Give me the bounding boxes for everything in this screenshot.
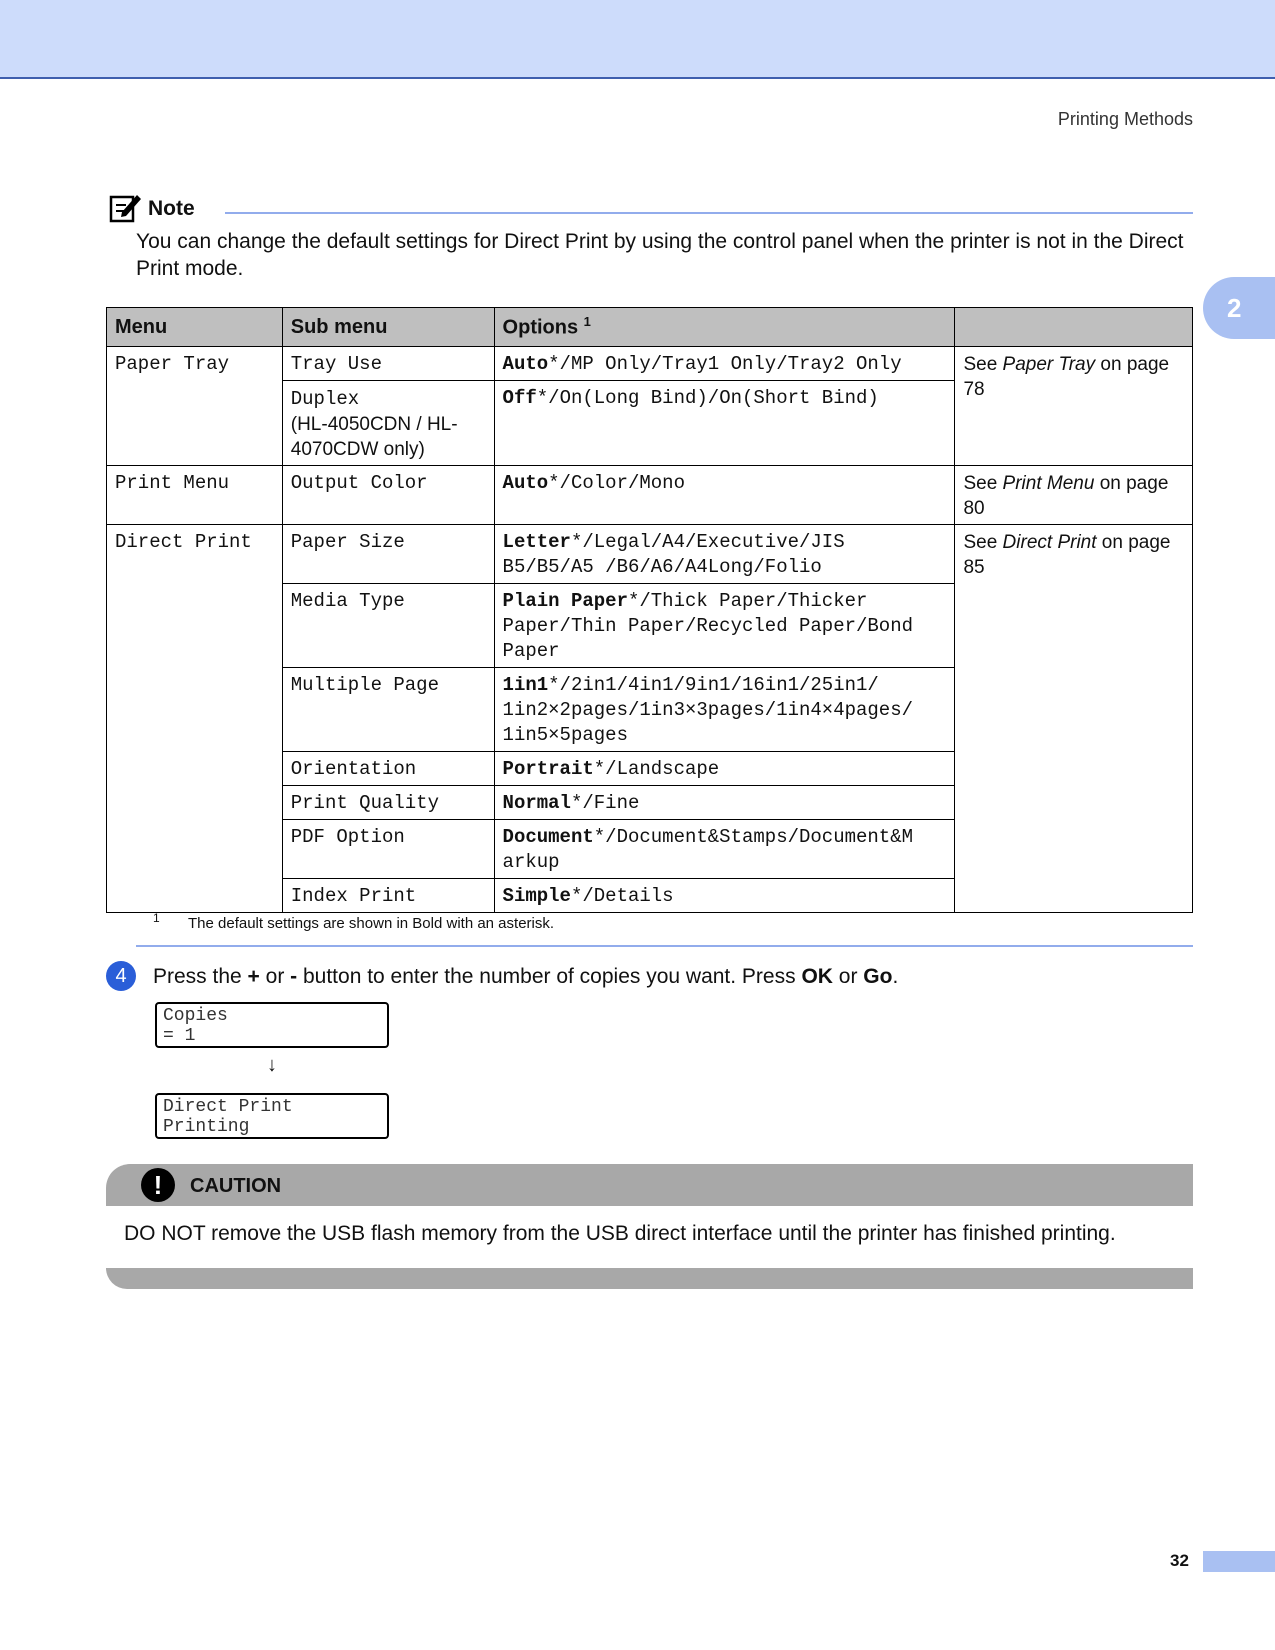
header-options: Options $^1$ — [494, 308, 955, 347]
exclamation-icon: ! — [141, 1168, 175, 1202]
table-row — [107, 347, 1193, 381]
options-cell: Simple*/Details — [494, 879, 955, 913]
reference-cell: See Direct Print on page 85 — [955, 525, 1193, 913]
submenu-cell: PDF Option — [282, 820, 494, 879]
menu-cell: Print Menu — [107, 466, 283, 525]
lcd-display-copies — [155, 1002, 389, 1048]
step-instruction: Press the + or - button to enter the number of copies you want. Press OK or Go. — [153, 965, 899, 988]
section-title: Printing Methods — [1057, 109, 1193, 129]
menu-cell: Paper Tray — [107, 347, 283, 466]
lcd-display-printing — [155, 1093, 389, 1139]
note-title: Note — [148, 197, 195, 220]
lcd-line: Printing — [163, 1117, 250, 1137]
top-banner — [0, 0, 1275, 79]
options-cell: Auto*/Color/Mono — [494, 466, 955, 525]
submenu-cell: Multiple Page — [282, 668, 494, 752]
note-text: You can change the default settings for Direct Print by using the control panel when the printer is not in the Direct Print mode. — [136, 230, 1184, 280]
table-header-row — [107, 308, 1193, 347]
chapter-tab: 2 — [1203, 277, 1275, 339]
submenu-cell: Orientation — [282, 752, 494, 786]
footnote-text: The default settings are shown in Bold with an asterisk. — [188, 915, 555, 932]
options-cell: Plain Paper*/Thick Paper/Thicker Paper/Thin Paper/Recycled Paper/Bond Paper — [494, 584, 955, 668]
header-footnote-marker: 1 — [583, 314, 591, 330]
header-reference — [955, 308, 1193, 347]
lcd-line: = 1 — [163, 1026, 196, 1046]
page-number-bar — [1203, 1551, 1275, 1572]
options-cell: Document*/Document&Stamps/Document&M arkup — [494, 820, 955, 879]
note-pencil-icon — [108, 190, 142, 224]
options-cell: 1in1*/2in1/4in1/9in1/16in1/25in1/ 1in2×2pages/1in3×3pages/1in4×4pages/ 1in5×5pages — [494, 668, 955, 752]
header-submenu: Sub menu — [282, 308, 494, 347]
submenu-cell: Duplex (HL-4050CDN / HL-4070CDW only) — [282, 381, 494, 466]
table-row — [107, 466, 1193, 525]
table-row — [107, 525, 1193, 584]
submenu-cell: Tray Use — [282, 347, 494, 381]
submenu-cell: Index Print — [282, 879, 494, 913]
options-cell: Normal*/Fine — [494, 786, 955, 820]
submenu-cell: Paper Size — [282, 525, 494, 584]
options-cell: Portrait*/Landscape — [494, 752, 955, 786]
caution-banner — [106, 1164, 1193, 1206]
note-divider — [225, 212, 1193, 214]
submenu-cell: Print Quality — [282, 786, 494, 820]
footnote-divider — [136, 945, 1193, 947]
caution-text: DO NOT remove the USB flash memory from the USB direct interface until the printer has finished printing. — [124, 1222, 1116, 1245]
caution-footer-bar — [106, 1268, 1193, 1289]
reference-cell: See Print Menu on page 80 — [955, 466, 1193, 525]
options-cell: Letter*/Legal/A4/Executive/JIS B5/B5/A5 /B6/A6/A4Long/Folio — [494, 525, 955, 584]
step-number-badge: 4 — [106, 961, 136, 991]
menu-cell: Direct Print — [107, 525, 283, 913]
settings-table — [106, 307, 1193, 913]
footnote-number: 1 — [153, 911, 160, 925]
lcd-line: Direct Print — [163, 1097, 293, 1117]
down-arrow-icon: ↓ — [267, 1054, 277, 1076]
lcd-line: Copies — [163, 1006, 228, 1026]
submenu-note: (HL-4050CDN / HL-4070CDW only) — [290, 414, 458, 460]
caution-label: CAUTION — [190, 1175, 282, 1197]
reference-cell: See Paper Tray on page 78 — [955, 347, 1193, 466]
submenu-cell: Output Color — [282, 466, 494, 525]
submenu-cell: Media Type — [282, 584, 494, 668]
options-cell: Auto*/MP Only/Tray1 Only/Tray2 Only — [494, 347, 955, 381]
note-header — [108, 190, 1193, 224]
options-cell: Off*/On(Long Bind)/On(Short Bind) — [494, 381, 955, 466]
header-menu: Menu — [107, 308, 283, 347]
page-number: 32 — [1170, 1551, 1189, 1570]
